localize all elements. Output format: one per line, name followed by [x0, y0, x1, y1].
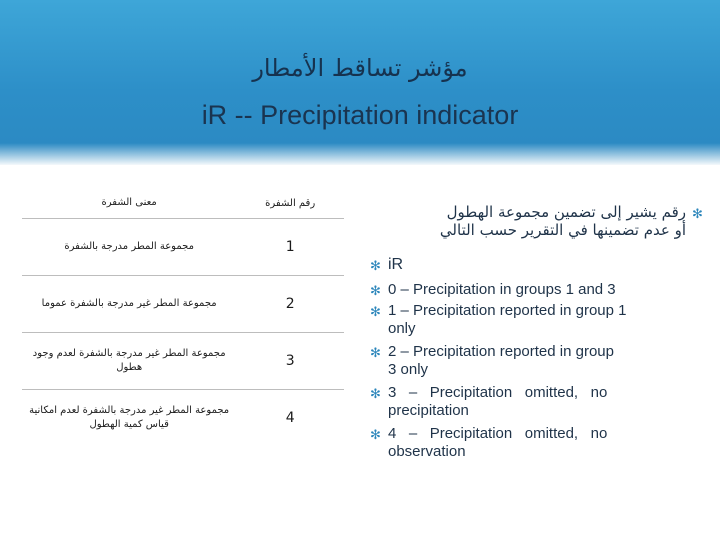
bullet-icon: ✻ [370, 427, 381, 442]
title-english: iR -- Precipitation indicator [201, 100, 519, 130]
row-code: 4 [236, 390, 344, 447]
header-band [0, 0, 720, 165]
bullet-icon: ✻ [370, 386, 381, 401]
bullet-icon: ✻ [370, 304, 381, 319]
row-code: 1 [236, 219, 344, 276]
bullet-icon: ✻ [370, 283, 381, 298]
code-table [22, 188, 344, 446]
list-item-cont: observation [388, 443, 466, 460]
header-meaning: معنى الشفرة [101, 197, 157, 208]
table-header-row [22, 188, 344, 219]
list-item: 2 – Precipitation reported in group [388, 343, 614, 360]
table-row [22, 276, 344, 333]
table-row [22, 390, 344, 447]
bullet-icon: ✻ [370, 345, 381, 360]
list-item-cont: 3 only [388, 361, 429, 378]
list-item: 1 – Precipitation reported in group 1 [388, 302, 627, 319]
row-meaning: مجموعة المطر غير مدرجة بالشفرة لعدم وجود هطول [22, 333, 236, 390]
bullet-icon: ✻ [692, 206, 703, 221]
list-item-cont: only [388, 320, 416, 337]
row-meaning: مجموعة المطر غير مدرجة بالشفرة عموما [22, 276, 236, 333]
row-meaning: مجموعة المطر غير مدرجة بالشفرة لعدم امكانية قياس كمية الهطول [22, 390, 236, 447]
list-item-cont: precipitation [388, 402, 469, 419]
bullet-icon: ✻ [370, 258, 381, 273]
table-row [22, 219, 344, 276]
row-code: 3 [236, 333, 344, 390]
ir-label: iR [388, 256, 404, 273]
title-arabic: مؤشر تساقط الأمطار [252, 54, 468, 82]
header-code: رقم الشفرة [265, 197, 316, 209]
row-meaning: مجموعة المطر مدرجة بالشفرة [22, 219, 236, 276]
list-item: 4 – Precipitation omitted, no [388, 425, 608, 442]
list-item: 0 – Precipitation in groups 1 and 3 [388, 281, 616, 298]
list-item: 3 – Precipitation omitted, no [388, 384, 608, 401]
row-code: 2 [236, 276, 344, 333]
arabic-line-1: رقم يشير إلى تضمين مجموعة الهطول [446, 203, 686, 221]
arabic-line-2: أو عدم تضمينها في التقرير حسب التالي [439, 221, 686, 239]
table-row [22, 333, 344, 390]
